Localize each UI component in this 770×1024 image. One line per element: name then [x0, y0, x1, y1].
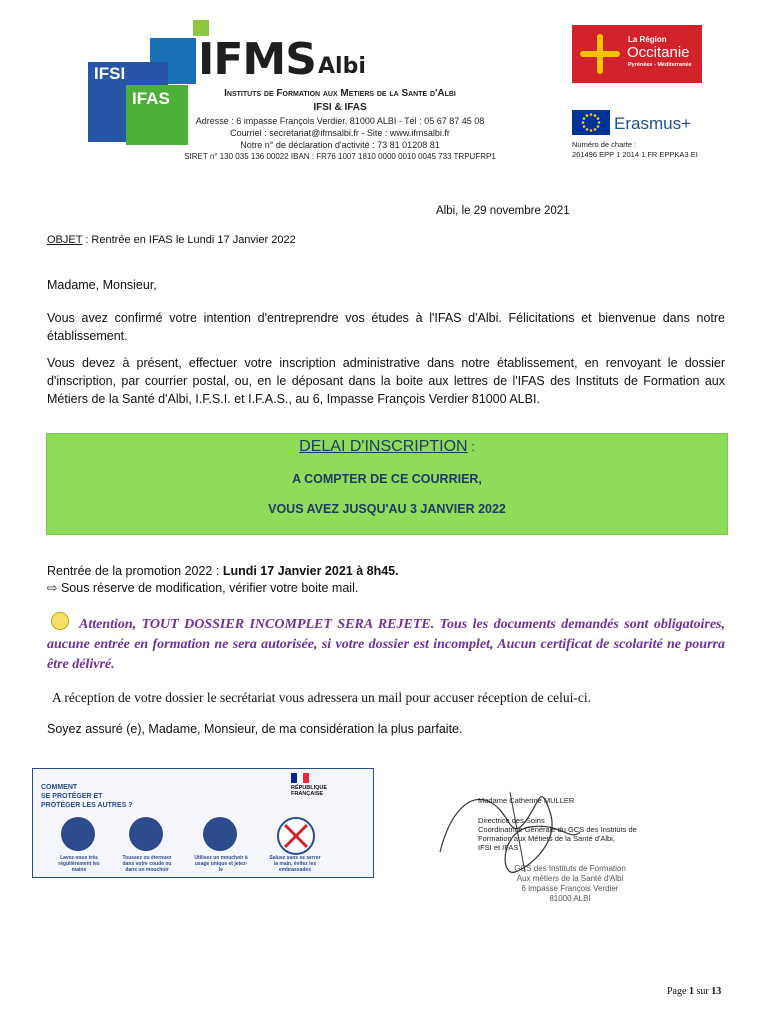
- region-line3: Pyrénées - Méditerranée: [628, 62, 692, 68]
- no-handshake-icon: [277, 817, 315, 855]
- charter-label: Numéro de charte :: [572, 140, 637, 149]
- institution-name: Instituts de Formation aux Metiers de la Sante d'Albi: [224, 88, 456, 99]
- region-occitanie-logo: [572, 25, 702, 83]
- institution-stamp: [500, 864, 640, 904]
- logo-ifms-text: IFMS: [198, 34, 316, 85]
- signatory-line3: Formation aux Métiers de la Santé d'Albi,: [478, 834, 615, 843]
- signatory-line2: Coordinatrice Générale du GCS des Instituts de: [478, 825, 637, 834]
- address-line: Adresse : 6 impasse François Verdier, 81000 ALBI - Tél : 05 67 87 45 08: [195, 116, 485, 126]
- covid-caption-2: Toussez ou éternuez dans votre coude ou dans un mouchoir: [122, 855, 172, 873]
- objet-line: [47, 234, 296, 246]
- charter-number: 261496 EPP 1 2014 1 FR EPPKA3 EI: [572, 150, 698, 159]
- deadline-colon: :: [467, 439, 475, 454]
- covid-title-3: PROTÉGER LES AUTRES ?: [41, 802, 133, 809]
- signatory-name: Madame Catherine MULLER: [478, 796, 575, 805]
- deadline-box: [46, 433, 728, 535]
- covid-title-2: SE PROTÉGER ET: [41, 793, 103, 800]
- covid-caption-4: Saluez sans se serrer la main, évitez les embrassades: [269, 855, 321, 873]
- deadline-line3: VOUS AVEZ JUSQU'AU 3 JANVIER 2022: [268, 502, 506, 516]
- stamp-line1: GCS des Instituts de Formation: [514, 864, 626, 873]
- reserve-line: [47, 580, 358, 595]
- cough-elbow-icon: [129, 817, 163, 851]
- covid-poster: [32, 768, 374, 878]
- reception-line: A réception de votre dossier le secrétariat vous adressera un mail pour accuser réception de celui-ci.: [52, 690, 592, 705]
- marianne-icon: [291, 773, 309, 783]
- objet-label: OBJET: [47, 234, 83, 246]
- deadline-title-row: [47, 438, 727, 456]
- page-total: 13: [711, 986, 722, 997]
- republique-1: RÉPUBLIQUE: [291, 785, 328, 791]
- arrow-right-icon: ⇨: [47, 581, 58, 595]
- contact-line: Courriel : secretariat@ifmsalbi.fr - Site : www.ifmsalbi.fr: [230, 128, 450, 138]
- signatory-line1: Directrice des Soins: [478, 816, 545, 825]
- logo-ifas-text: IFAS: [132, 89, 170, 108]
- tissue-icon: [203, 817, 237, 851]
- objet-text: : Rentrée en IFAS le Lundi 17 Janvier 2022: [82, 234, 296, 246]
- occitan-cross-icon: [580, 34, 620, 74]
- eu-flag-icon: [572, 110, 610, 135]
- stamp-line3: 6 impasse François Verdier: [521, 884, 619, 893]
- covid-title-1: COMMENT: [41, 784, 78, 791]
- republique-2: FRANÇAISE: [291, 791, 324, 797]
- wash-hands-icon: [61, 817, 95, 851]
- deadline-title: DELAI D'INSCRIPTION: [299, 438, 468, 455]
- logo-ifsi-text: IFSI: [94, 64, 126, 83]
- deadline-line2: A COMPTER DE CE COURRIER,: [292, 472, 482, 486]
- paragraph-1: Vous avez confirmé votre intention d'entreprendre vos études à l'IFAS d'Albi. Félicitations et bienvenue dans notre établissement.: [47, 311, 725, 343]
- page-number: [667, 986, 721, 997]
- rentree-prefix: Rentrée de la promotion 2022 :: [47, 564, 223, 578]
- attention-block: [47, 612, 725, 675]
- page-prefix: Page: [667, 986, 689, 997]
- covid-caption-1: Lavez-vous très régulièrement les mains: [58, 855, 100, 873]
- letter-date: Albi, le 29 novembre 2021: [436, 205, 570, 217]
- rentree-date: Lundi 17 Janvier 2021 à 8h45.: [222, 564, 399, 578]
- rentree-line: [47, 564, 399, 578]
- institution-sub: IFSI & IFAS: [313, 102, 367, 113]
- page-mid: sur: [693, 986, 712, 997]
- region-line2: Occitanie: [627, 44, 690, 61]
- covid-caption-3: Utilisez un mouchoir à usage unique et jetez-le: [194, 855, 248, 873]
- salutation: Madame, Monsieur,: [47, 278, 157, 292]
- page-current: 1: [688, 986, 694, 997]
- logo-albi-text: Albi: [318, 54, 366, 79]
- paragraph-2: Vous devez à présent, effectuer votre inscription administrative dans notre établissement, en renvoyant le dossier d'inscription, par courrier postal, ou, en le déposant dans la boite aux lettres de l'IFAS des Instituts de Formation aux Métiers de la Santé d'Albi, I.F.S.I. et I.F.A.S., au 6, Impasse François Verdier 81000 ALBI.: [47, 356, 725, 406]
- stamp-line2: Aux métiers de la Santé d'Albi: [516, 874, 624, 883]
- smiley-icon: [51, 612, 69, 630]
- signatory-line4: IFSI et IFAS: [478, 843, 519, 852]
- covid-title: [41, 783, 133, 810]
- reserve-text: Sous réserve de modification, vérifier votre boite mail.: [60, 581, 359, 595]
- stamp-line4: 81000 ALBI: [549, 894, 591, 903]
- region-line1: La Région: [628, 35, 667, 44]
- closing-line: Soyez assuré (e), Madame, Monsieur, de ma considération la plus parfaite.: [47, 722, 463, 736]
- erasmus-text: Erasmus+: [614, 114, 691, 133]
- declaration-line: Notre n° de déclaration d'activité : 73 81 01208 81: [240, 140, 440, 150]
- republique-francaise: [291, 785, 327, 797]
- attention-text: Attention, TOUT DOSSIER INCOMPLET SERA REJETE. Tous les documents demandés sont obligatoires, aucune entrée en formation ne sera autorisée, si votre dossier est incomplet, Aucun certificat de scolarité ne pourra être délivré.: [47, 617, 725, 672]
- siret-line: SIRET n° 130 035 136 00022 IBAN : FR76 1007 1810 0000 0010 0045 733 TRPUFRP1: [184, 152, 496, 161]
